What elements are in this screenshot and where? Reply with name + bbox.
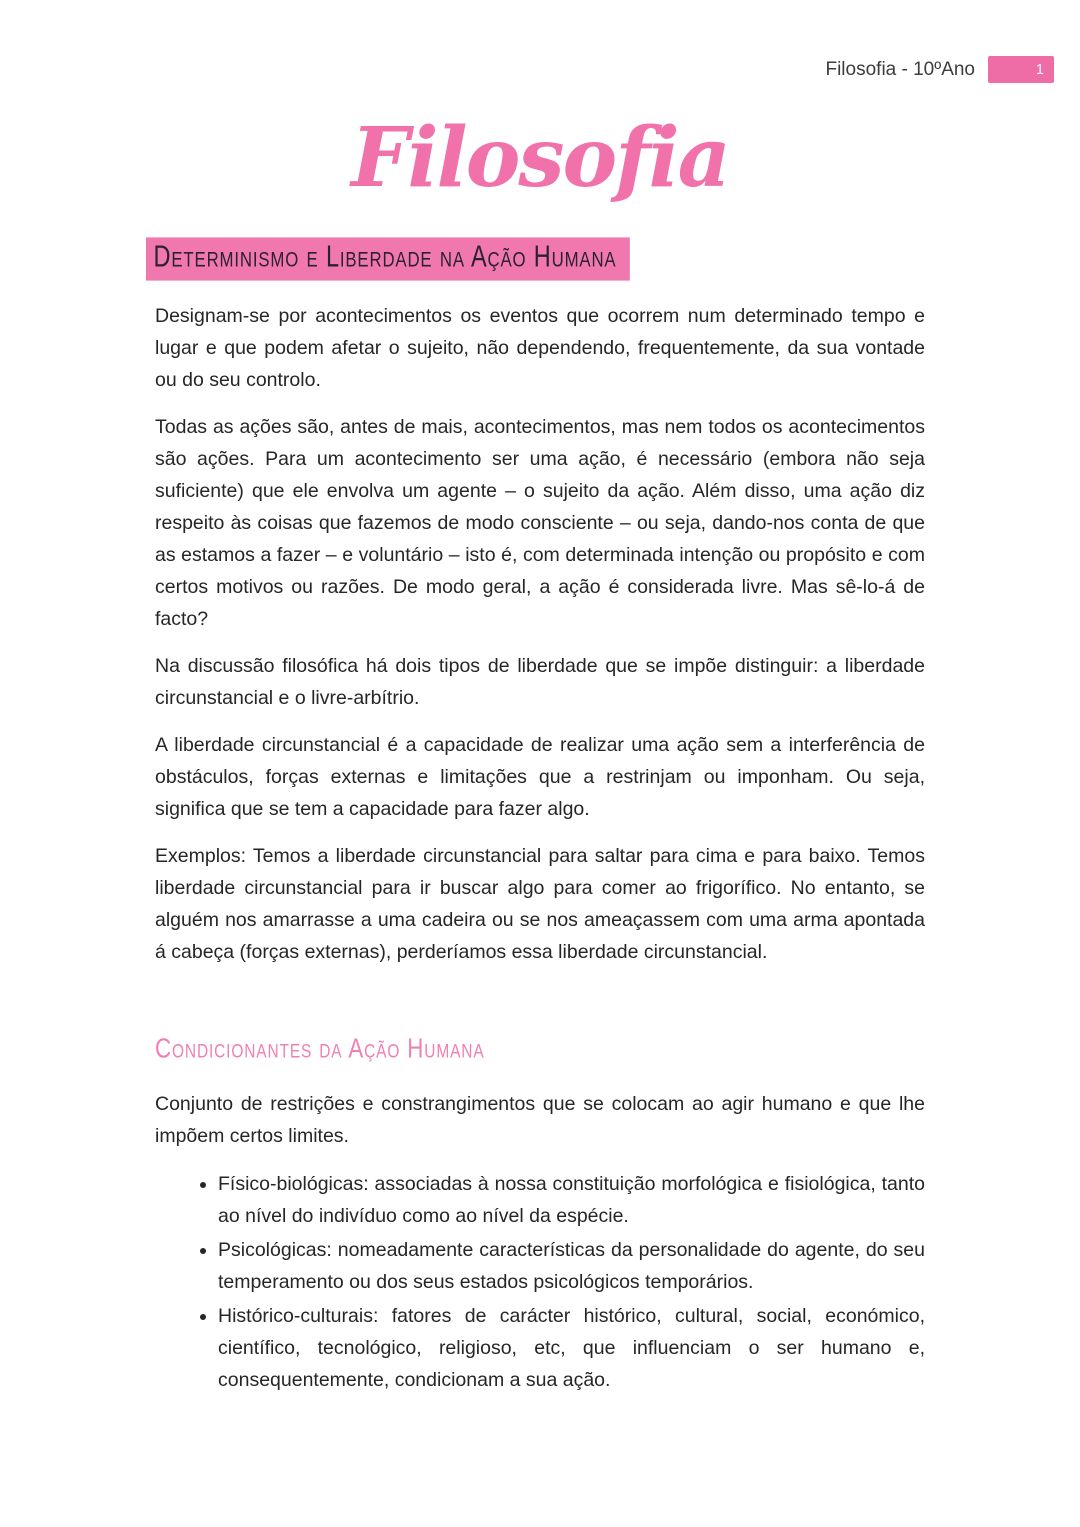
section-heading-highlight: Determinismo e Liberdade na Ação Humana — [146, 238, 630, 281]
document-title: Filosofia — [351, 110, 729, 206]
page-number-badge — [988, 56, 1054, 83]
paragraph-acoes-acontecimentos: Todas as ações são, antes de mais, acontecimentos, mas nem todos os acontecimentos são ações. Para um acontecimento ser uma ação, é necessário (embora não seja suficiente) que ele envolva um agente – o sujeito da ação. Além disso, uma ação diz respeito às coisas que fazemos de modo consciente – ou seja, dando-nos conta de que as estamos a fazer – e voluntário – isto é, com determinada intenção ou propósito e com certos motivos ou razões. De modo geral, a ação é considerada livre. Mas sê-lo-á de facto? — [155, 416, 925, 631]
paragraph-liberdade-circunstancial: A liberdade circunstancial é a capacidade de realizar uma ação sem a interferência de obstáculos, forças externas e limitações que a restrinjam ou imponham. Ou seja, significa que se tem a capacidade para fazer algo. — [155, 734, 925, 821]
page-number: 1 — [1035, 61, 1044, 78]
bullet-item-historico-culturais: • Histórico-culturais: fatores de carácter histórico, cultural, social, económico, científico, tecnológico, religioso, etc, que influenciam o ser humano e, consequentemente, condicionam a sua ação. — [218, 1300, 925, 1396]
subsection-heading-condicionantes: Condicionantes da Ação Humana — [155, 1032, 485, 1065]
course-label: Filosofia - 10ºAno — [825, 58, 975, 80]
paragraph-condicionantes-intro: Conjunto de restrições e constrangimentos que se colocam ao agir humano e que lhe impõem certos limites. — [155, 1093, 925, 1148]
content-column — [0, 205, 1080, 1396]
paragraph-dois-tipos-liberdade: Na discussão filosófica há dois tipos de liberdade que se impõe distinguir: a liberdade circunstancial e o livre-arbítrio. — [155, 655, 925, 710]
bullet-item-psicologicas: • Psicológicas: nomeadamente características da personalidade do agente, do seu temperamento ou dos seus estados psicológicos temporários. — [218, 1234, 925, 1298]
page-header — [0, 0, 1080, 83]
bullet-list — [155, 1168, 925, 1396]
paragraph-exemplos: Exemplos: Temos a liberdade circunstancial para saltar para cima e para baixo. Temos liberdade circunstancial para ir buscar algo para comer ao frigorífico. No entanto, se alguém nos amarrasse a uma cadeira ou se nos ameaçassem com uma arma apontada á cabeça (forças externas), perderíamos essa liberdade circunstancial. — [155, 845, 925, 964]
paragraph-acontecimentos: Designam-se por acontecimentos os eventos que ocorrem num determinado tempo e lugar e que podem afetar o sujeito, não dependendo, frequentemente, da sua vontade ou do seu controlo. — [155, 305, 925, 392]
bullet-item-fisico-biologicas: • Físico-biológicas: associadas à nossa constituição morfológica e fisiológica, tanto ao nível do indivíduo como ao nível da espécie. — [218, 1168, 925, 1232]
